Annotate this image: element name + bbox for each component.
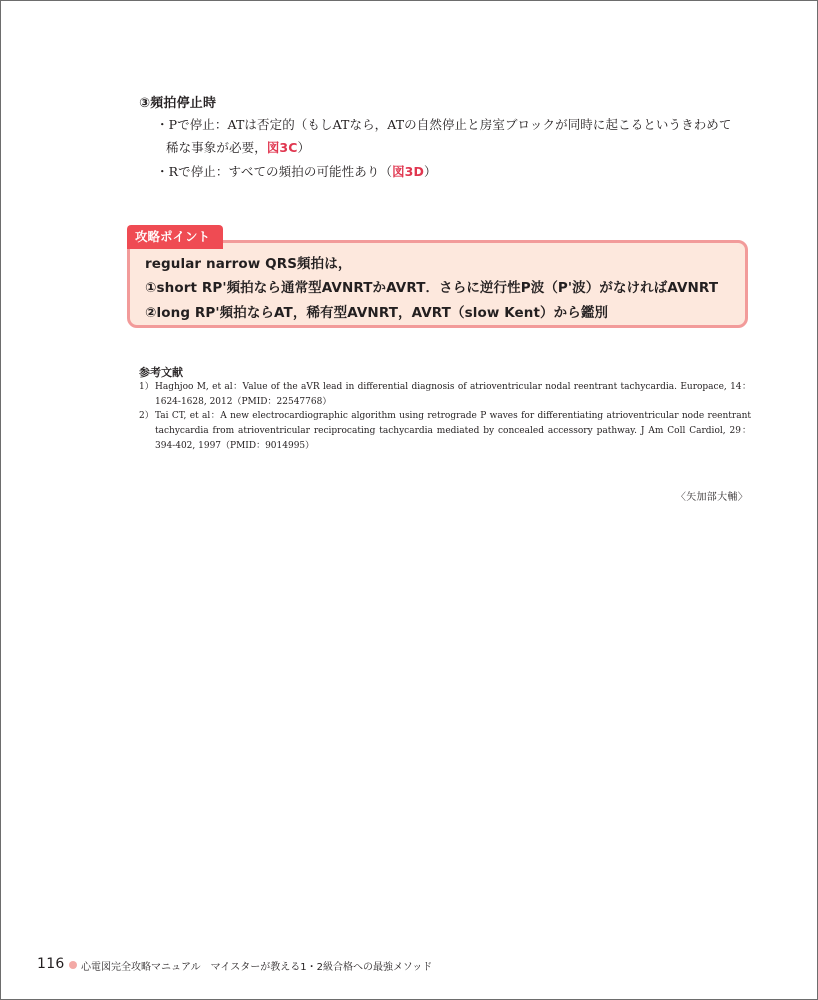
tip-tab-label: 攻略ポイント <box>127 225 223 249</box>
author-credit: 〈矢加部大輔〉 <box>675 492 748 503</box>
book-title: 心電図完全攻略マニュアル マイスターが教える1・2級合格への最強メソッド <box>81 962 433 973</box>
tip-line-long-rp: ②long RP'頻拍ならAT，稀有型AVNRT，AVRT（slow Kent）から鑑別 <box>145 305 609 321</box>
bullet-stop-at-p: ・Pで停止：ATは否定的（もしATなら，ATの自然停止と房室ブロックが同時に起こるというきわめて <box>156 117 732 132</box>
bullet-text-end: ） <box>297 140 311 155</box>
reference-text: Tai CT, et al：A new electrocardiographic algorithm using retrograde P waves for differentiating atrioventricular node reentrant tachycardia from atrioventricular reciprocating tachycardia mediated by concealed accessory pathway. J Am Coll Cardiol, 29：394-402, 1997（PMID：9014995） <box>155 411 751 451</box>
reference-number: 1） <box>139 382 154 392</box>
reference-text: Haghjoo M, et al：Value of the aVR lead in differential diagnosis of atrioventricular nodal reentrant tachycardia. Europace, 14：1624-1628, 2012（PMID：22547768） <box>155 382 751 407</box>
tip-line-short-rp: ①short RP'頻拍なら通常型AVNRTかAVRT．さらに逆行性P波（P'波）がなければAVNRT <box>145 280 719 296</box>
bullet-text-end: ） <box>423 164 437 179</box>
reference-item <box>139 409 751 454</box>
figure-ref-3c[interactable]: 図3C <box>266 140 298 155</box>
bullet-stop-at-r <box>156 160 437 184</box>
bullet-text: 稀な事象が必要， <box>166 140 267 155</box>
references-heading: 参考文献 <box>139 366 183 379</box>
figure-ref-3d[interactable]: 図3D <box>392 164 424 179</box>
reference-number: 2） <box>139 411 154 421</box>
tip-line-intro: regular narrow QRS頻拍は， <box>145 256 352 272</box>
footer-dot-icon <box>69 961 77 969</box>
bullet-text: ・Rで停止：すべての頻拍の可能性あり（ <box>156 164 393 179</box>
bullet-stop-at-p-continued <box>166 136 310 160</box>
section-heading: ③頻拍停止時 <box>139 96 217 111</box>
page-number: 116 <box>37 956 65 972</box>
reference-item <box>139 380 751 410</box>
